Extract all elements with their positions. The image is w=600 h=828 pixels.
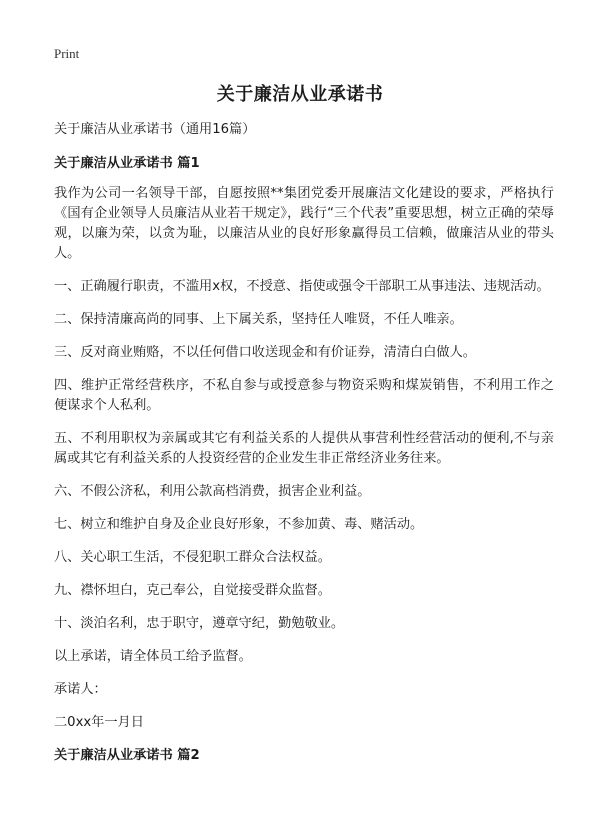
document-date: 二0xx年一月日 [54, 715, 144, 730]
section-heading-2: 关于廉洁从业承诺书 篇2 [54, 748, 200, 763]
pledge-item: 五、不利用职权为亲属或其它有利益关系的人提供从事营利性经营活动的便利,不与亲属或其它有利益关系的人投资经营的企业发生非正常经济业务往来。 [54, 431, 554, 466]
signer-label: 承诺人： [54, 682, 107, 697]
document-body [54, 120, 554, 776]
intro-paragraph: 我作为公司一名领导干部，自愿按照**集团党委开展廉洁文化建设的要求，严格执行《国有企业领导人员廉洁从业若干规定》，践行“三个代表”重要思想，树立正确的荣辱观，以廉为荣，以贪为耻，以廉洁从业的良好形象赢得员工信赖，做廉洁从业的带头人。 [54, 186, 554, 261]
pledge-item: 二、保持清廉高尚的同事、上下属关系，坚持任人唯贤，不任人唯亲。 [54, 312, 463, 327]
closing-statement: 以上承诺，请全体员工给予监督。 [54, 649, 252, 664]
document-title: 关于廉洁从业承诺书 [216, 84, 384, 105]
print-label: Print [54, 46, 80, 61]
pledge-item: 六、不假公济私，利用公款高档消费，损害企业利益。 [54, 484, 371, 499]
pledge-item: 九、襟怀坦白，克己奉公，自觉接受群众监督。 [54, 583, 331, 598]
pledge-item: 四、维护正常经营秩序，不私自参与或授意参与物资采购和煤炭销售，不利用工作之便谋求个人私利。 [54, 378, 554, 413]
pledge-item: 十、淡泊名利，忠于职守，遵章守纪，勤勉敬业。 [54, 616, 345, 631]
section-heading-1: 关于廉洁从业承诺书 篇1 [54, 156, 200, 171]
pledge-item: 八、关心职工生活，不侵犯职工群众合法权益。 [54, 550, 331, 565]
pledge-item: 三、反对商业贿赂，不以任何借口收送现金和有价证券，清清白白做人。 [54, 345, 476, 360]
pledge-item: 一、正确履行职责，不滥用x权，不授意、指使或强令干部职工从事违法、违规活动。 [54, 279, 550, 294]
pledge-item: 七、树立和维护自身及企业良好形象，不参加黄、毒、赌活动。 [54, 517, 424, 532]
document-subtitle: 关于廉洁从业承诺书（通用16篇） [54, 122, 256, 137]
